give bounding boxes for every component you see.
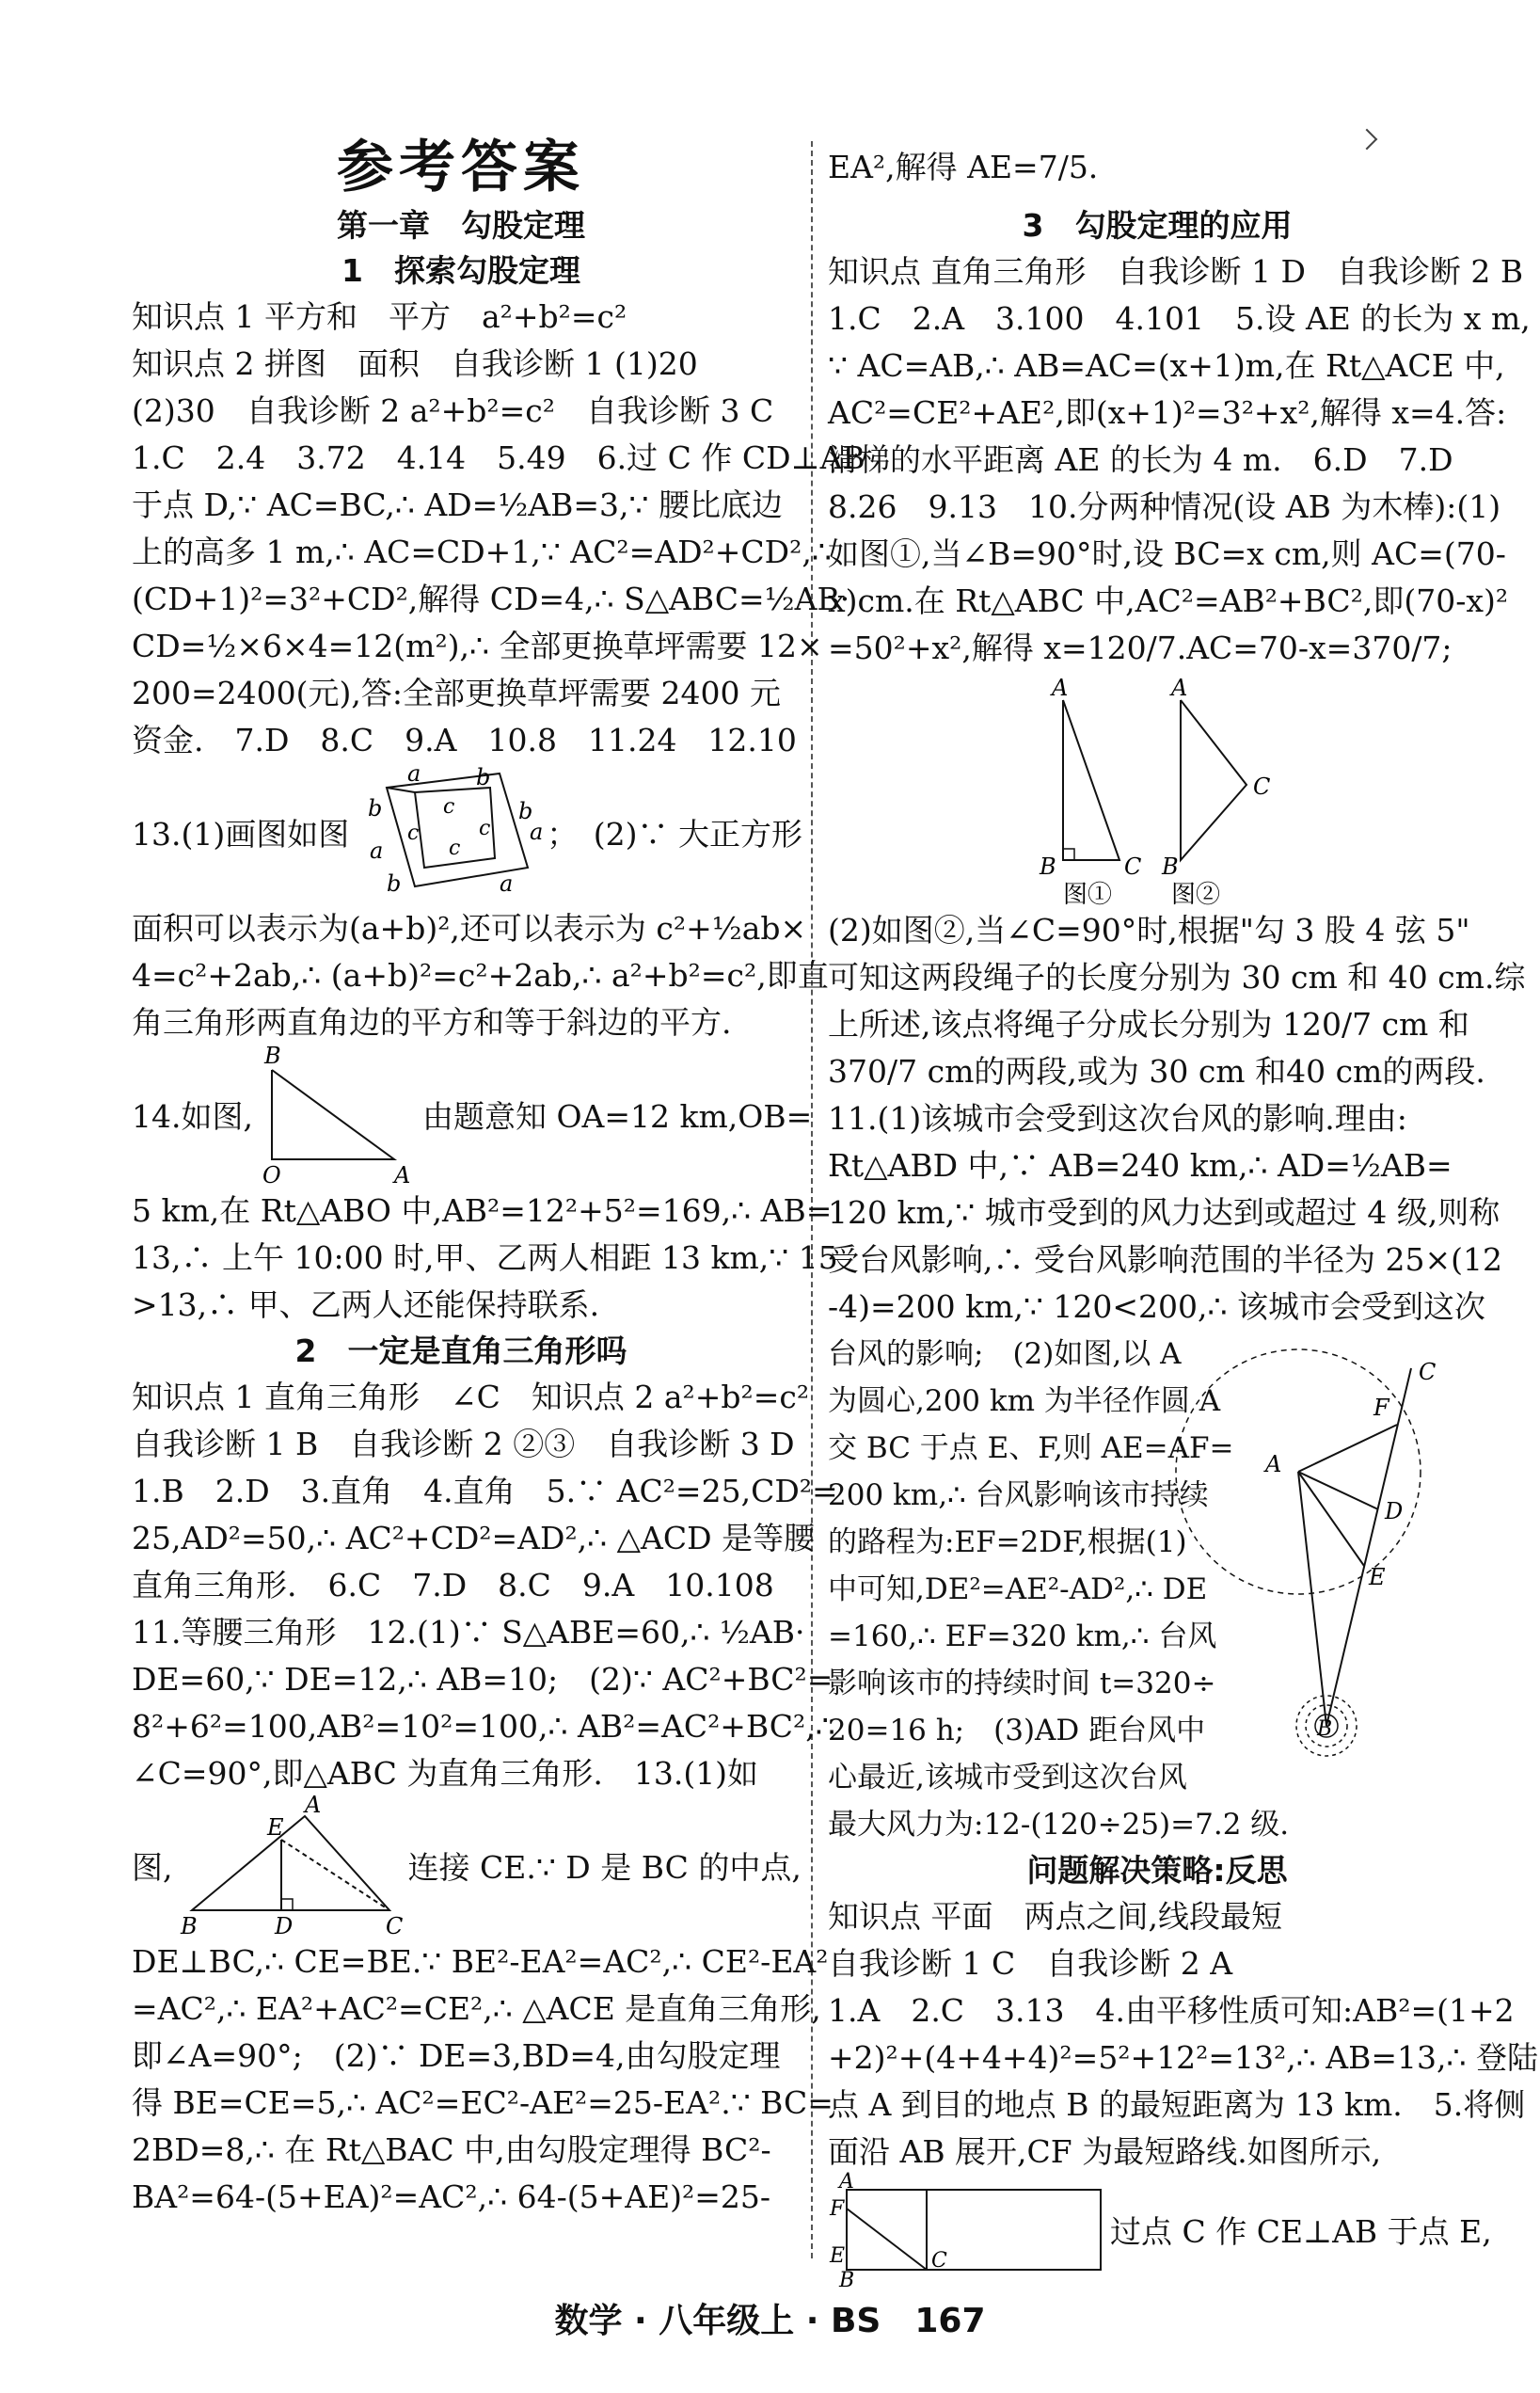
square-in-square-figure	[349, 760, 547, 905]
figure-1-caption: 图①	[1063, 881, 1113, 909]
fig-label: A	[1052, 675, 1069, 701]
answer-line: DE⊥BC,∴ CE=BE.∵ BE²-EA²=AC²,∴ CE²-EA²	[132, 1943, 829, 1980]
answer-line: 台风的影响; (2)如图,以 A	[828, 1337, 1182, 1371]
answer-line: ∠C=90°,即△ABC 为直角三角形. 13.(1)如	[132, 1755, 759, 1792]
fig-label: B	[180, 1913, 198, 1939]
fig-label: C	[1253, 774, 1271, 800]
answer-line: 20=16 h; (3)AD 距台风中	[828, 1714, 1206, 1747]
fig-label: a	[530, 819, 544, 845]
unfolded-rectangle-figure	[828, 2170, 1110, 2292]
answer-line: 面沿 AB 展开,CF 为最短路线.如图所示,	[828, 2133, 1382, 2170]
two-triangles-figure	[828, 672, 1486, 907]
answer-line: 200=2400(元),答:全部更换草坪需要 2400 元	[132, 675, 781, 711]
fig-label: c	[407, 822, 420, 845]
figure-2-caption: 图②	[1171, 881, 1221, 909]
q14-label: 14.如图,	[132, 1098, 253, 1135]
q5-text: 过点 C 作 CE⊥AB 于点 E,	[1110, 2213, 1492, 2250]
fig-label: C	[1124, 854, 1142, 880]
fig-label: c	[449, 837, 461, 860]
chapter-heading: 第一章 勾股定理	[337, 207, 585, 244]
answer-line: EA²,解得 AE=7/5.	[828, 149, 1099, 185]
answer-line: 于点 D,∵ AC=BC,∴ AD=½AB=3,∵ 腰比底边	[132, 487, 784, 523]
answer-line: ∵ AC=AB,∴ AB=AC=(x+1)m,在 Rt△ACE 中,	[828, 347, 1505, 384]
q11-figure-row	[828, 1331, 1486, 1848]
fig-label: D	[274, 1913, 293, 1939]
answer-line: 11.等腰三角形 12.(1)∵ S△ABE=60,∴ ½AB·	[132, 1614, 805, 1651]
fig-label: b	[476, 764, 491, 790]
answer-line: 2BD=8,∴ 在 Rt△BAC 中,由勾股定理得 BC²-	[132, 2131, 771, 2168]
answer-line: 知识点 2 拼图 面积 自我诊断 1 (1)20	[132, 345, 698, 382]
fig-label: C	[385, 1913, 403, 1939]
answer-line: 1.B 2.D 3.直角 4.直角 5.∵ AC²=25,CD²=	[132, 1473, 838, 1509]
q13-label: 13.(1)画图如图	[132, 816, 350, 853]
q13-figure-row	[132, 760, 802, 905]
fig-label: O	[262, 1162, 281, 1189]
answer-line: AC²=CE²+AE²,即(x+1)²=3²+x²,解得 x=4.答:	[828, 394, 1507, 431]
answer-line: BA²=64-(5+EA)²=AC²,∴ 64-(5+AE)²=25-	[132, 2178, 771, 2215]
answer-line: 200 km,∴ 台风影响该市持续	[828, 1478, 1209, 1512]
fig-label: a	[407, 760, 421, 787]
right-triangle-abo-figure	[253, 1043, 422, 1189]
fig-label: b	[518, 798, 533, 824]
answer-line: 8²+6²=100,AB²=10²=100,∴ AB²=AC²+BC²,∴	[132, 1708, 835, 1745]
answer-line: 交 BC 于点 E、F,则 AE=AF=	[828, 1431, 1234, 1465]
answer-line: 自我诊断 1 C 自我诊断 2 A	[828, 1945, 1233, 1982]
q13b-label: 图,	[132, 1849, 173, 1886]
fig-label: E	[1369, 1564, 1386, 1590]
answer-line: -4)=200 km,∵ 120<200,∴ 该城市会受到这次	[828, 1288, 1486, 1325]
answer-line: 4=c²+2ab,∴ (a+b)²=c²+2ab,∴ a²+b²=c²,即直	[132, 957, 829, 994]
answer-line: =AC²,∴ EA²+AC²=CE²,∴ △ACE 是直角三角形,	[132, 1990, 821, 2027]
triangle-abc-figure	[173, 1792, 408, 1939]
answer-line: 最大风力为:12-(120÷25)=7.2 级.	[828, 1808, 1290, 1842]
answer-line: 13,∴ 上午 10:00 时,甲、乙两人相距 13 km,∵ 15	[132, 1239, 838, 1276]
answer-line: 5 km,在 Rt△ABO 中,AB²=12²+5²=169,∴ AB=	[132, 1192, 833, 1229]
answer-line: CD=½×6×4=12(m²),∴ 全部更换草坪需要 12×	[132, 628, 823, 664]
fig-label: A	[304, 1792, 321, 1818]
answer-line: 知识点 1 平方和 平方 a²+b²=c²	[132, 298, 627, 335]
q13-text: ； (2)∵ 大正方形	[547, 816, 802, 853]
fig-label: C	[1419, 1359, 1437, 1385]
fig-label: c	[443, 795, 455, 819]
answer-line: 上所述,该点将绳子分成长分别为 120/7 cm 和	[828, 1006, 1469, 1043]
right-column	[828, 132, 1538, 2292]
q13b-text: 连接 CE.∵ D 是 BC 的中点,	[407, 1849, 802, 1886]
q5-figure-row	[828, 2170, 1492, 2292]
answer-line: 滑梯的水平距离 AE 的长为 4 m. 6.D 7.D	[828, 441, 1453, 478]
answer-line: (2)30 自我诊断 2 a²+b²=c² 自我诊断 3 C	[132, 392, 774, 429]
fig-label: A	[1265, 1451, 1282, 1477]
answer-line: 面积可以表示为(a+b)²,还可以表示为 c²+½ab×	[132, 910, 807, 947]
section-heading-4: 问题解决策略:反思	[1026, 1852, 1288, 1889]
q14-text: 由题意知 OA=12 km,OB=	[421, 1098, 813, 1135]
q13b-figure-row	[132, 1792, 802, 1939]
answer-line: (CD+1)²=3²+CD²,解得 CD=4,∴ S△ABC=½AB·	[132, 581, 850, 617]
answer-line: 资金. 7.D 8.C 9.A 10.8 11.24 12.10	[132, 722, 797, 758]
answer-line: 1.A 2.C 3.13 4.由平移性质可知:AB²=(1+2	[828, 1992, 1515, 2029]
answer-line: 1.C 2.A 3.100 4.101 5.设 AE 的长为 x m,	[828, 300, 1531, 337]
answer-line: 自我诊断 1 B 自我诊断 2 ②③ 自我诊断 3 D	[132, 1426, 795, 1462]
fig-label: c	[479, 817, 491, 840]
q14-figure-row	[132, 1043, 813, 1189]
fig-label: A	[839, 2170, 854, 2194]
fig-label: F	[1373, 1395, 1389, 1421]
fig-label: B	[263, 1043, 281, 1069]
fig-label: B	[1162, 854, 1179, 880]
answer-line: 370/7 cm的两段,或为 30 cm 和40 cm的两段.	[828, 1053, 1485, 1090]
answer-line: 的路程为:EF=2DF,根据(1)	[828, 1525, 1187, 1559]
answer-line: >13,∴ 甲、乙两人还能保持联系.	[132, 1286, 600, 1323]
answer-line: 可知这两段绳子的长度分别为 30 cm 和 40 cm.综	[828, 959, 1526, 996]
section-heading-3: 3 勾股定理的应用	[1022, 207, 1293, 244]
answer-line: (2)如图②,当∠C=90°时,根据"勾 3 股 4 弦 5"	[828, 912, 1470, 949]
answer-line: 知识点 1 直角三角形 ∠C 知识点 2 a²+b²=c²	[132, 1379, 810, 1415]
answer-line: 8.26 9.13 10.分两种情况(设 AB 为木棒):(1)	[828, 488, 1501, 525]
fig-label: B	[1317, 1717, 1333, 1741]
answer-line: 即∠A=90°; (2)∵ DE=3,BD=4,由勾股定理	[132, 2037, 781, 2074]
answer-line: 中可知,DE²=AE²-AD²,∴ DE	[828, 1572, 1208, 1606]
left-column	[132, 132, 865, 2221]
fig-label: B	[1040, 854, 1056, 880]
fig-label: a	[370, 838, 384, 864]
answer-line: 影响该市的持续时间 t=320÷	[828, 1667, 1216, 1700]
answer-line: 心最近,该城市受到这次台风	[828, 1761, 1187, 1795]
answer-line: 上的高多 1 m,∴ AC=CD+1,∵ AC²=AD²+CD²,∴	[132, 534, 832, 570]
answer-line: 120 km,∵ 城市受到的风力达到或超过 4 级,则称	[828, 1194, 1500, 1231]
fig-label: C	[931, 2249, 947, 2273]
page-footer: 数学 · 八年级上 · BS 167	[554, 2302, 986, 2340]
answer-line: DE=60,∵ DE=12,∴ AB=10; (2)∵ AC²+BC²=	[132, 1661, 834, 1698]
answer-line: 受台风影响,∴ 受台风影响范围的半径为 25×(12	[828, 1241, 1502, 1278]
fig-label: E	[830, 2244, 846, 2268]
fig-label: B	[839, 2269, 855, 2292]
fig-label: b	[387, 870, 402, 897]
answer-line: 为圆心,200 km 为半径作圆 A	[828, 1384, 1221, 1418]
section-heading-2: 2 一定是直角三角形吗	[294, 1332, 627, 1369]
answer-line: Rt△ABD 中,∵ AB=240 km,∴ AD=½AB=	[828, 1147, 1453, 1184]
fig-label: b	[368, 795, 383, 822]
fig-label: F	[830, 2197, 845, 2221]
answer-line: 知识点 平面 两点之间,线段最短	[828, 1898, 1282, 1935]
answer-line: 得 BE=CE=5,∴ AC²=EC²-AE²=25-EA².∵ BC=	[132, 2084, 834, 2121]
section-heading-1: 1 探索勾股定理	[341, 252, 580, 289]
answer-line: =50²+x²,解得 x=120/7.AC=70-x=370/7;	[828, 630, 1453, 666]
answer-line: x)cm.在 Rt△ABC 中,AC²=AB²+BC²,即(70-x)²	[828, 582, 1509, 619]
fig-label: a	[500, 870, 514, 897]
answer-line: 知识点 直角三角形 自我诊断 1 D 自我诊断 2 B	[828, 253, 1524, 290]
fig-label: A	[1171, 675, 1188, 701]
answer-line: 25,AD²=50,∴ AC²+CD²=AD²,∴ △ACD 是等腰	[132, 1520, 816, 1556]
answer-line: 1.C 2.4 3.72 4.14 5.49 6.过 C 作 CD⊥AB	[132, 439, 865, 476]
answer-line: +2)²+(4+4+4)²=5²+12²=13²,∴ AB=13,∴ 登陆	[828, 2039, 1538, 2076]
answer-line: 11.(1)该城市会受到这次台风的影响.理由:	[828, 1100, 1407, 1137]
fig-label: A	[393, 1162, 411, 1189]
answer-line: 如图①,当∠B=90°时,设 BC=x cm,则 AC=(70-	[828, 535, 1506, 572]
answer-line: 角三角形两直角边的平方和等于斜边的平方.	[132, 1004, 732, 1041]
answer-line: =160,∴ EF=320 km,∴ 台风	[828, 1619, 1217, 1653]
fig-label: D	[1385, 1498, 1404, 1524]
fig-label: E	[266, 1814, 284, 1841]
answer-line: 直角三角形. 6.C 7.D 8.C 9.A 10.108	[132, 1567, 774, 1603]
q11-text-block	[828, 1331, 1290, 1848]
page-title: 参考答案	[337, 135, 585, 200]
typhoon-circle-figure	[1242, 1331, 1477, 1801]
answer-line: 点 A 到目的地点 B 的最短距离为 13 km. 5.将侧	[828, 2086, 1526, 2123]
